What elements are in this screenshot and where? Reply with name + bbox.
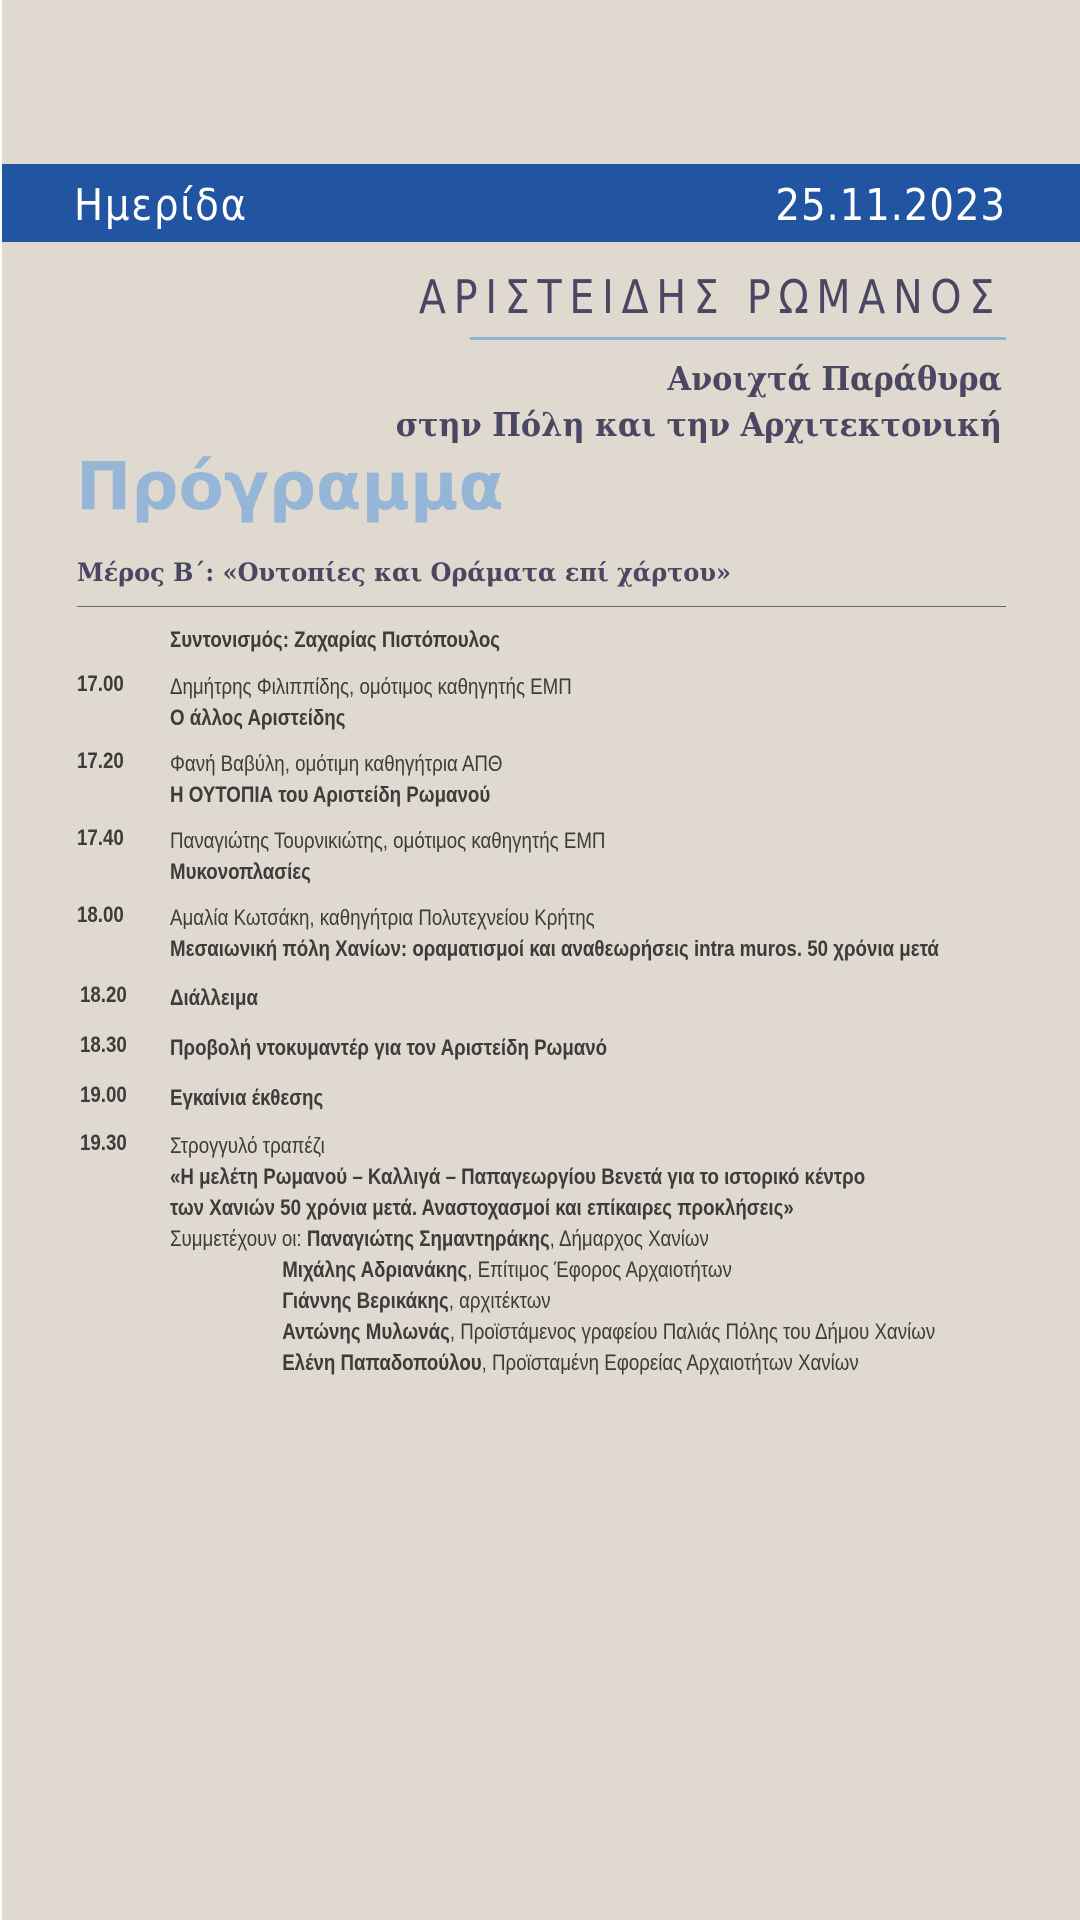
speaker-role: , ομότιμη καθηγήτρια ΑΠΘ [284, 751, 503, 776]
round-table-title-line-1: «Η μελέτη Ρωμανού – Καλλιγά – Παπαγεωργίου Βενετά για το ιστορικό κέντρο [170, 1164, 866, 1189]
participant-row [170, 1347, 918, 1378]
item-content [170, 748, 918, 810]
participant-role: , Δήμαρχος Χανίων [549, 1226, 709, 1251]
coordination-text: Συντονισμός: Ζαχαρίας Πιστόπουλος [170, 627, 500, 652]
speaker-role: , ομότιμος καθηγητής ΕΜΠ [349, 674, 572, 699]
speaker-role: , ομότιμος καθηγητής ΕΜΠ [382, 828, 606, 853]
event-subtitle [396, 356, 1002, 448]
talk-title: Η ΟΥΤΟΠΙΑ του Αριστείδη Ρωμανού [170, 782, 491, 807]
item-time: 18.00 [77, 902, 124, 927]
header-banner [2, 164, 1080, 242]
participant-name: Ελένη Παπαδοπούλου [282, 1350, 482, 1375]
participant-row [170, 1285, 918, 1316]
event-date: 25.11.2023 [775, 180, 1006, 231]
talk-title: Μυκονοπλασίες [170, 859, 311, 884]
item-content [170, 825, 918, 887]
participants-label: Συμμετέχουν οι: [170, 1226, 307, 1251]
item-content [170, 902, 939, 964]
item-time: 17.00 [77, 671, 124, 696]
speaker-name: Δημήτρης Φιλιππίδης [170, 674, 350, 699]
title-divider [470, 337, 1006, 340]
poster-page [2, 0, 1080, 1920]
part-divider [77, 606, 1006, 607]
participant-role: , Επίτιμος Έφορος Αρχαιοτήτων [467, 1257, 732, 1282]
participant-role: , Προϊστάμενος γραφείου Παλιάς Πόλης του Δήμου Χανίων [449, 1319, 936, 1344]
item-time: 17.40 [77, 825, 124, 850]
participant-name: Μιχάλης Αδριανάκης [282, 1257, 468, 1282]
participant-role: , Προϊσταμένη Εφορείας Αρχαιοτήτων Χανίων [481, 1350, 859, 1375]
programme-heading: Πρόγραμμα [76, 448, 504, 525]
subtitle-line-2: στην Πόλη και την Αρχιτεκτονική [395, 405, 1002, 444]
talk-title: Μεσαιωνική πόλη Χανίων: οραματισμοί και αναθεωρήσεις intra muros. 50 χρόνια μετά [170, 936, 939, 961]
item-content [170, 671, 918, 733]
event-type: Ημερίδα [74, 180, 248, 231]
participant-row [170, 1254, 918, 1285]
round-table-label: Στρογγυλό τραπέζι [170, 1133, 325, 1158]
item-time: 17.20 [77, 748, 124, 773]
participant-role: , αρχιτέκτων [448, 1288, 551, 1313]
round-table-title-line-2: των Χανιών 50 χρόνια μετά. Αναστοχασμοί και επίκαιρες προκλήσεις» [170, 1195, 794, 1220]
participant-row [170, 1223, 918, 1254]
talk-title: Ο άλλος Αριστείδης [170, 705, 346, 730]
speaker-name: Παναγιώτης Τουρνικιώτης [170, 828, 383, 853]
subtitle-line-1: Ανοιχτά Παράθυρα [667, 359, 1002, 398]
speaker-role: , καθηγήτρια Πολυτεχνείου Κρήτης [309, 905, 595, 930]
person-name: ΑΡΙΣΤΕΙΔΗΣ ΡΩΜΑΝΟΣ [418, 270, 1002, 324]
item-time: 19.30 [80, 1130, 127, 1155]
item-label: Διάλλειμα [170, 985, 258, 1010]
item-content [170, 1130, 936, 1378]
speaker-name: Αμαλία Κωτσάκη [170, 905, 310, 930]
item-label: Εγκαίνια έκθεσης [170, 1085, 324, 1110]
item-label: Προβολή ντοκυμαντέρ για τον Αριστείδη Ρωμανό [170, 1035, 608, 1060]
speaker-name: Φανή Βαβύλη [170, 751, 285, 776]
participant-name: Γιάννης Βερικάκης [282, 1288, 449, 1313]
part-title: Μέρος Β΄: «Ουτοπίες και Οράματα επί χάρτου» [77, 558, 731, 587]
item-time: 18.20 [80, 982, 127, 1007]
item-time: 18.30 [80, 1032, 127, 1057]
participant-name: Αντώνης Μυλωνάς [282, 1319, 450, 1344]
participant-name: Παναγιώτης Σημαντηράκης [306, 1226, 550, 1251]
participant-row [170, 1316, 936, 1347]
item-time: 19.00 [80, 1082, 127, 1107]
